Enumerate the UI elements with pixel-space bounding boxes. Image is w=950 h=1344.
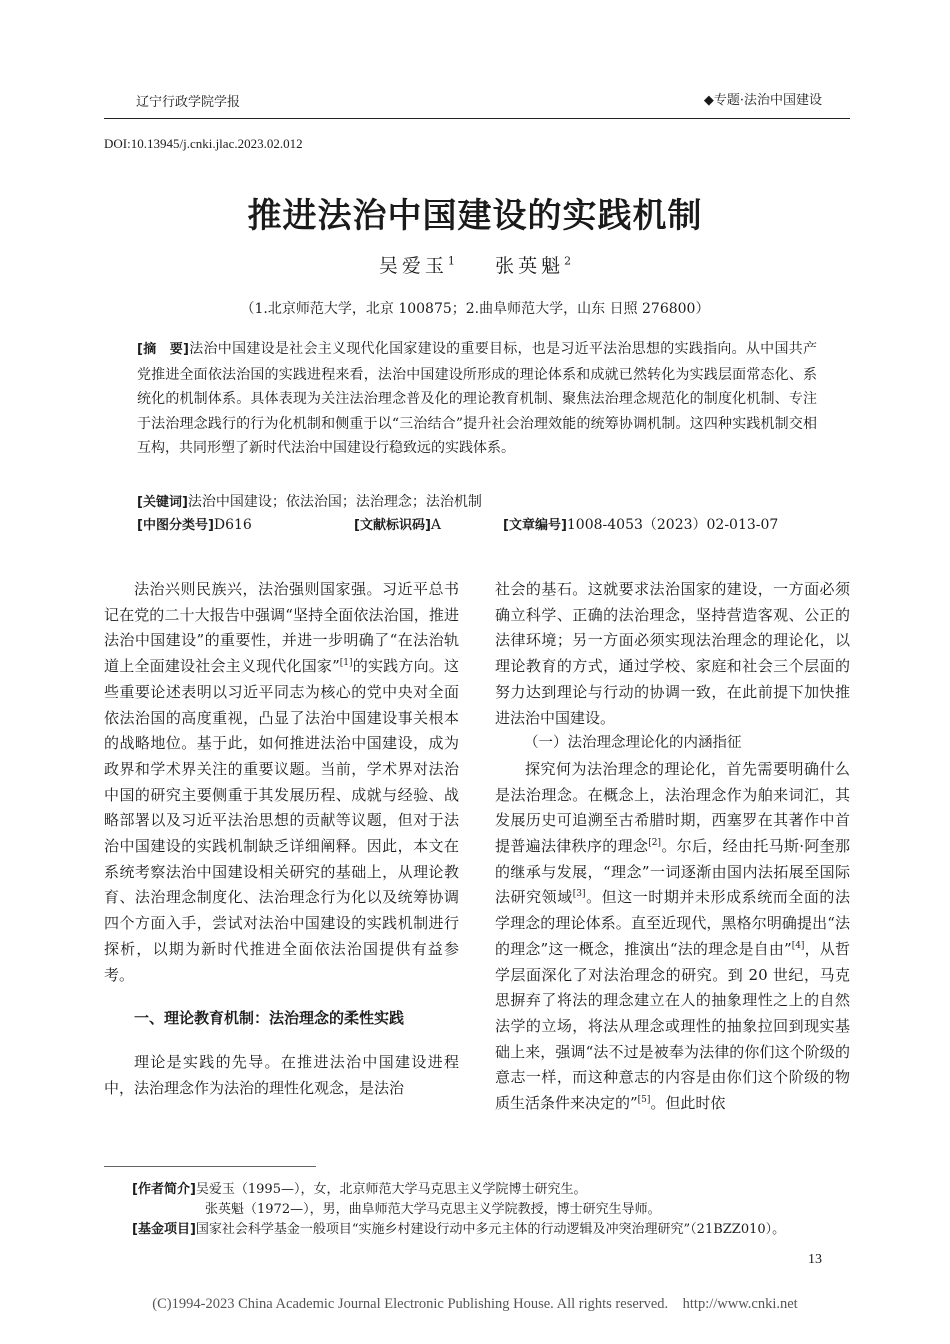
author-affil-mark: 2 xyxy=(564,254,572,268)
author-note xyxy=(132,1180,586,1200)
author-name: 吴爱玉 xyxy=(378,255,448,277)
body-paragraph: 社会的基石。这就要求法治国家的建设，一方面必须确立科学、正确的法治理念，坚持营造客观、公正的法律环境；另一方面必须实现法治理念的理论化，以理论教育的方式，通过学校、家庭和社会三个层面的努力达到理论与行动的协调一致，在此前提下加快推进法治中国建设。 xyxy=(495,580,850,727)
keywords-label: [关键词] xyxy=(137,495,188,510)
doc-label: [文献标识码] xyxy=(354,518,431,533)
article-number xyxy=(503,514,778,534)
section-heading: 一、理论教育机制：法治理念的柔性实践 xyxy=(134,1009,405,1028)
article-value: 1008-4053（2023）02-013-07 xyxy=(566,517,779,533)
funding-note xyxy=(132,1220,785,1240)
doi[interactable]: DOI:10.13945/j.cnki.jlac.2023.02.012 xyxy=(104,136,303,151)
header-divider xyxy=(104,118,850,119)
doc-value: A xyxy=(430,517,442,533)
clc-value: D616 xyxy=(213,517,252,533)
copyright-notice: (C)1994-2023 China Academic Journal Electronic Publishing House. All rights reserved. http://www.cnki.net xyxy=(152,1296,798,1312)
body-paragraph: 探究何为法治理念的理论化，首先需要明确什么是法治理念。在概念上，法治理念作为舶来词汇，其发展历史可追溯至古希腊时期，西塞罗在其著作中首提普遍法律秩序的理念[2]。尔后，经由托马斯·阿奎那的继承与发展，“理念”一词逐渐由国内法拓展至国际法研究领域[3]。但这一时期并未形成系统而全面的法学理念的理论体系。直至近现代，黑格尔明确提出“法的理念”这一概念，推演出“法的理念是自由”[4]，从哲学层面深化了对法治理念的研究。到 20 世纪，马克思摒弃了将法的理念建立在人的抽象理性之上的自然法学的立场，将法从理念或理性的抽象拉回到现实基础上来，强调“法不过是被奉为法律的你们这个阶级的意志一样，而这种意志的内容是由你们这个阶级的物质生活条件来决定的”[5]。但此时依 xyxy=(495,759,850,1113)
citation-link[interactable]: [5] xyxy=(637,1095,651,1106)
author-note-text: 吴爱玉（1995—），女，北京师范大学马克思主义学院博士研究生。 xyxy=(195,1182,587,1197)
citation-link[interactable]: [4] xyxy=(791,940,805,951)
abstract-label: [摘 要] xyxy=(137,342,189,357)
body-paragraph: 理论是实践的先导。在推进法治中国建设进程中，法治理念作为法治的理性化观念，是法治 xyxy=(104,1052,459,1097)
body-column-left xyxy=(104,577,459,1101)
affiliation: （1.北京师范大学，北京 100875；2.曲阜师范大学，山东 日照 276800） xyxy=(240,301,710,317)
author-note-second: 张英魁（1972—），男，曲阜师范大学马克思主义学院教授，博士研究生导师。 xyxy=(205,1202,661,1217)
author-note-label: [作者简介] xyxy=(132,1182,196,1197)
author-name: 张英魁 xyxy=(495,255,565,277)
body-column-right xyxy=(495,577,850,1117)
doc-code xyxy=(354,514,441,533)
author-line xyxy=(0,251,950,278)
keywords-text: 法治中国建设；依法治国；法治理念；法治机制 xyxy=(187,494,482,510)
abstract xyxy=(137,337,817,461)
article-title: 推进法治中国建设的实践机制 xyxy=(247,196,703,236)
footnote-divider xyxy=(104,1166,316,1167)
citation-link[interactable]: [2] xyxy=(648,838,661,849)
citation-link[interactable]: [1] xyxy=(339,658,353,669)
clc-number xyxy=(137,514,252,533)
funding-label: [基金项目] xyxy=(132,1222,196,1237)
journal-name: 辽宁行政学院学报 xyxy=(136,95,241,110)
section-label: ◆专题·法治中国建设 xyxy=(703,93,822,108)
clc-label: [中图分类号] xyxy=(137,518,214,533)
subsection-heading: （一）法治理念理论化的内涵指征 xyxy=(524,735,742,752)
citation-link[interactable]: [3] xyxy=(572,889,586,900)
body-paragraph: 法治兴则民族兴，法治强则国家强。习近平总书记在党的二十大报告中强调“坚持全面依法治国，推进法治中国建设”的重要性，并进一步明确了“在法治轨道上全面建设社会主义现代化国家”[1]的实践方向。这些重要论述表明以习近平同志为核心的党中央对全面依法治国的高度重视，凸显了法治中国建设事关根本的战略地位。基于此，如何推进法治中国建设，成为政界和学术界关注的重要议题。当前，学术界对法治中国的研究主要侧重于其发展历程、成就与经验、战略部署以及习近平法治思想的贡献等议题，但对于法治中国建设的实践机制缺乏详细阐释。因此，本文在系统考察法治中国建设相关研究的基础上，从理论教育、法治理念制度化、法治理念行为化以及统筹协调四个方面入手，尝试对法治中国建设的实践机制进行探析，以期为新时代推进全面依法治国提供有益参考。 xyxy=(104,580,459,984)
author-affil-mark: 1 xyxy=(447,254,455,268)
abstract-text: 法治中国建设是社会主义现代化国家建设的重要目标，也是习近平法治思想的实践指向。从中国共产党推进全面依法治国的实践进程来看，法治中国建设所形成的理论体系和成就已然转化为实践层面常态化、系统化的机制体系。具体表现为关注法治理念普及化的理论教育机制、聚焦法治理念规范化的制度化机制、专注于法治理念践行的行为化机制和侧重于以“三治结合”提升社会治理效能的统筹协调机制。这四种实践机制交相互构，共同形塑了新时代法治中国建设行稳致远的实践体系。 xyxy=(137,341,817,456)
article-label: [文章编号] xyxy=(503,518,567,533)
funding-text: 国家社会科学基金一般项目“实施乡村建设行动中多元主体的行动逻辑及冲突治理研究”（21BZZ010）。 xyxy=(195,1222,786,1237)
keywords xyxy=(137,490,817,516)
page-number: 13 xyxy=(808,1252,822,1267)
